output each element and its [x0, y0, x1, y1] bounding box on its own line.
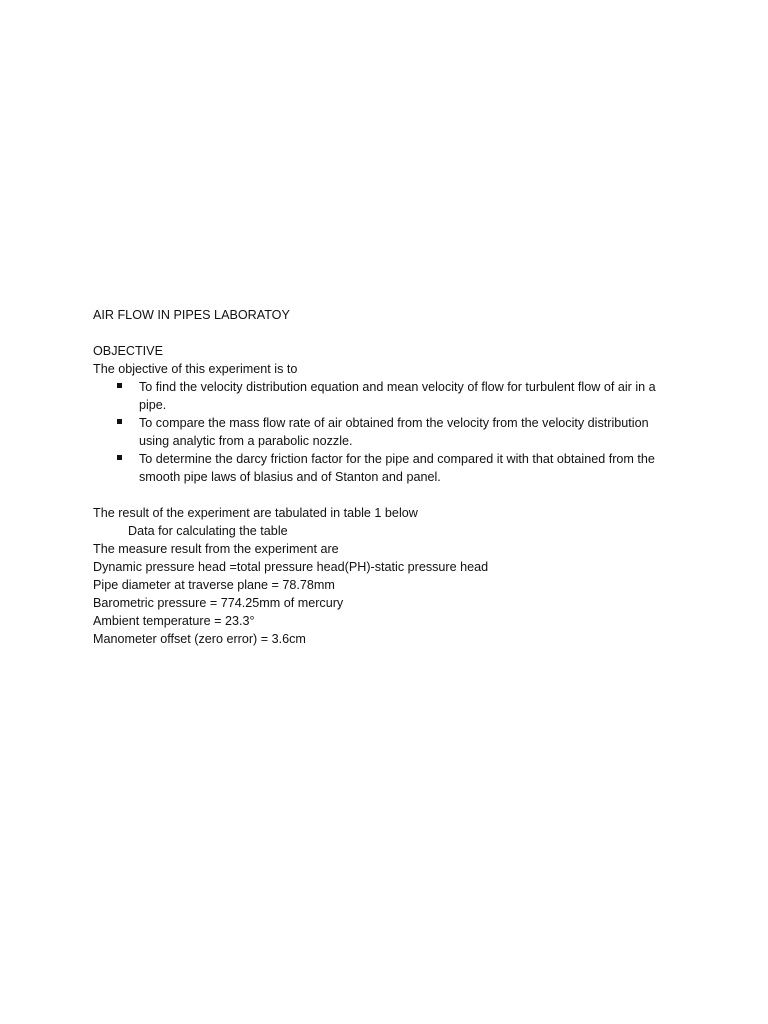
measurement-pipe-diameter: Pipe diameter at traverse plane = 78.78mm [93, 578, 335, 592]
objectives-list [93, 378, 673, 486]
document-title: AIR FLOW IN PIPES LABORATOY [93, 308, 290, 322]
objective-text: To find the velocity distribution equation and mean velocity of flow for turbulent flow of air in a pipe. [139, 380, 656, 412]
result-intro: The result of the experiment are tabulated in table 1 below [93, 506, 418, 520]
measurement-dynamic-pressure: Dynamic pressure head =total pressure head(PH)-static pressure head [93, 560, 489, 574]
measure-intro: The measure result from the experiment are [93, 542, 339, 556]
spacer [93, 324, 673, 342]
measurement-manometer-offset: Manometer offset (zero error) = 3.6cm [93, 632, 306, 646]
objective-item [93, 378, 659, 414]
objective-item [93, 450, 659, 486]
square-bullet-icon [117, 455, 122, 460]
measurement-barometric-pressure: Barometric pressure = 774.25mm of mercury [93, 596, 344, 610]
objective-text: To determine the darcy friction factor for the pipe and compared it with that obtained from the smooth pipe laws of blasius and of Stanton and panel. [139, 452, 655, 484]
square-bullet-icon [117, 383, 122, 388]
objective-text: To compare the mass flow rate of air obtained from the velocity from the velocity distribution using analytic from a parabolic nozzle. [139, 416, 649, 448]
measurement-ambient-temperature: Ambient temperature = 23.3° [93, 614, 255, 628]
spacer [93, 486, 673, 504]
objective-heading: OBJECTIVE [93, 344, 163, 358]
objective-intro: The objective of this experiment is to [93, 362, 298, 376]
objective-item [93, 414, 659, 450]
data-note: Data for calculating the table [128, 524, 288, 538]
square-bullet-icon [117, 419, 122, 424]
document-body [93, 306, 673, 648]
